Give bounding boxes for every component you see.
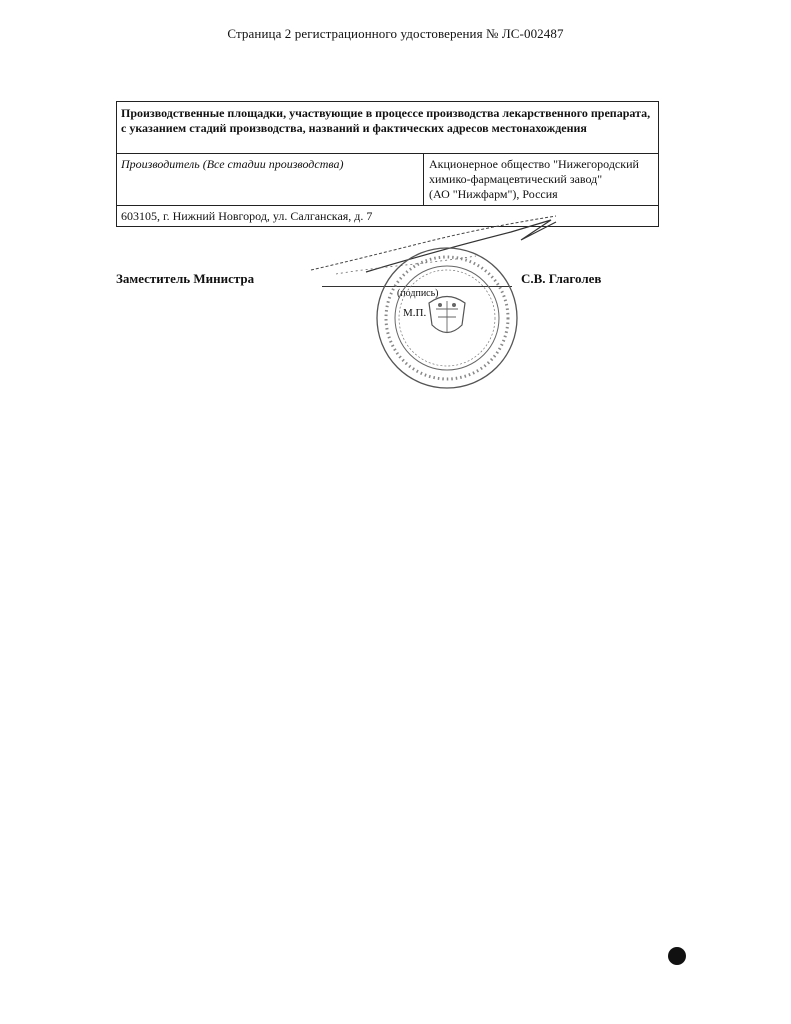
production-sites-table [116, 101, 659, 227]
table-heading: Производственные площадки, участвующие в процессе производства лекарственного препарата, с указанием стадий производства, названий и фактических адресов местонахождения [117, 102, 658, 154]
signer-name: С.В. Глаголев [521, 271, 602, 286]
stamp-caption: М.П. [403, 307, 427, 319]
manufacturer-address: 603105, г. Нижний Новгород, ул. Салганская, д. 7 [121, 209, 373, 223]
page-title: Страница 2 регистрационного удостоверения № ЛС-002487 [227, 26, 564, 41]
manufacturer-line-2: химико-фармацевтический завод" [429, 172, 603, 186]
production-stage-cell: Производитель (Все стадии производства) [117, 154, 424, 206]
signer-title: Заместитель Министра [116, 271, 255, 286]
manufacturer-cell [424, 154, 659, 206]
signature-caption: (подпись) [397, 288, 439, 299]
manufacturer-line-1: Акционерное общество "Нижегородский [429, 157, 639, 171]
manufacturer-line-3: (АО "Нижфарм"), Россия [429, 187, 558, 201]
page-marker-dot [668, 947, 686, 965]
official-seal-stamp [374, 245, 520, 391]
